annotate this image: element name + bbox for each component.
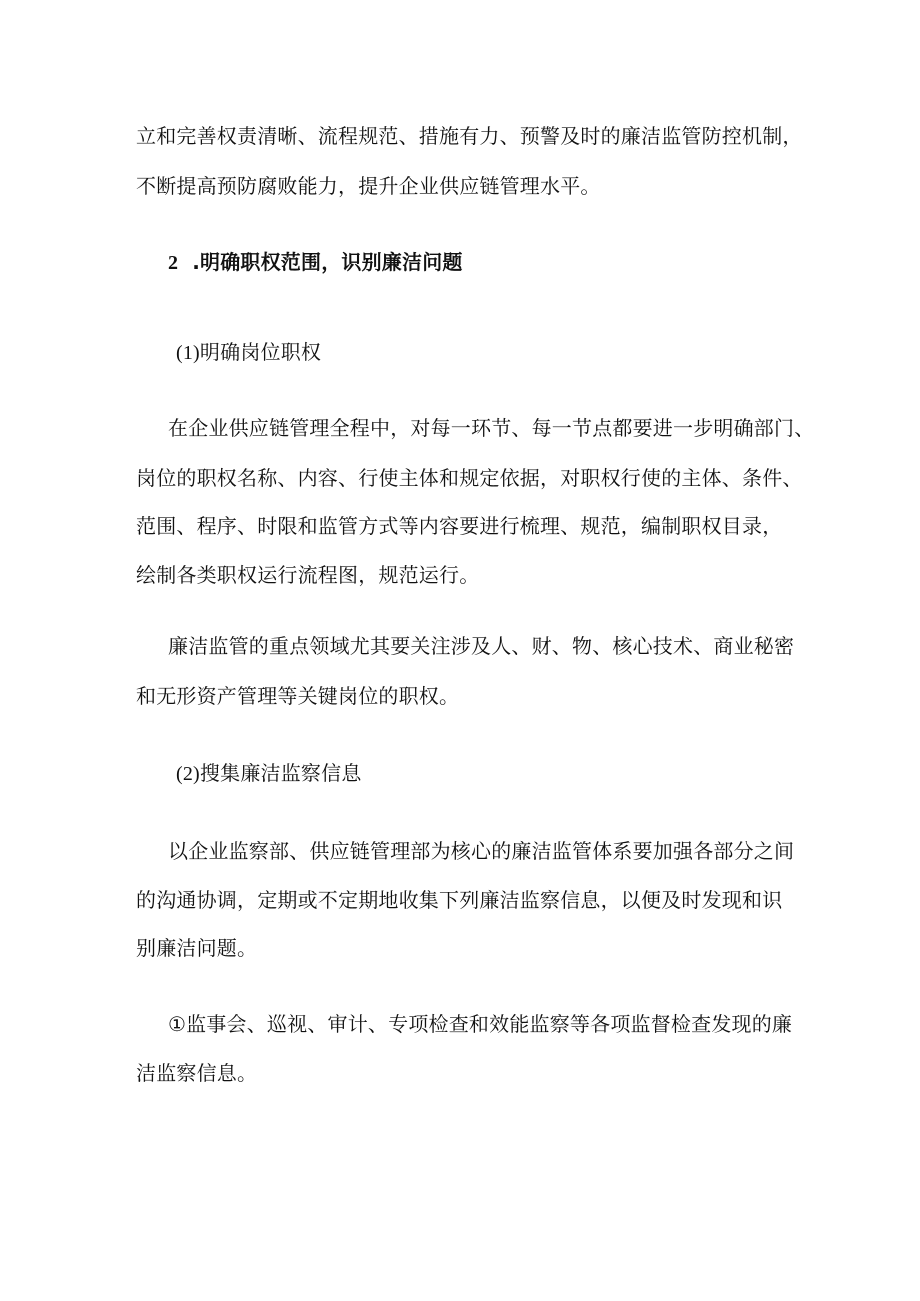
paragraph-2-line-2: 和无形资产管理等关键岗位的职权。 — [136, 684, 460, 708]
intro-line-2: 不断提高预防腐败能力，提升企业供应链管理水平。 — [136, 174, 601, 198]
subsection-title-1: 明确岗位职权 — [199, 340, 322, 364]
subsection-heading-1 — [176, 338, 321, 367]
paragraph-3-line-3: 别廉洁问题。 — [136, 936, 258, 960]
paragraph-2-line-1: 廉洁监管的重点领域尤其要关注涉及人、财、物、核心技术、商业秘密 — [168, 634, 795, 658]
subsection-marker-1: (1) — [176, 342, 200, 364]
subsection-marker-2: (2) — [176, 763, 200, 785]
paragraph-4-line-2: 洁监察信息。 — [136, 1061, 258, 1085]
subsection-heading-2 — [176, 759, 362, 788]
section-heading — [168, 248, 463, 277]
paragraph-1-line-1: 在企业供应链管理全程中，对每一环节、每一节点都要进一步明确部门、 — [168, 416, 815, 440]
section-title: .明确职权范围，识别廉洁问题 — [192, 250, 463, 274]
section-number: 2 — [168, 252, 179, 274]
paragraph-1-line-3: 范围、程序、时限和监管方式等内容要进行梳理、规范，编制职权目录， — [136, 514, 783, 538]
subsection-title-2: 搜集廉洁监察信息 — [199, 761, 362, 785]
paragraph-1-line-2: 岗位的职权名称、内容、行使主体和规定依据，对职权行使的主体、条件、 — [136, 466, 803, 490]
intro-line-1: 立和完善权责清晰、流程规范、措施有力、预警及时的廉洁监管防控机制， — [136, 124, 803, 148]
paragraph-3-line-1: 以企业监察部、供应链管理部为核心的廉洁监管体系要加强各部分之间 — [168, 839, 795, 863]
paragraph-4-line-1: ①监事会、巡视、审计、专项检查和效能监察等各项监督检查发现的廉 — [168, 1012, 793, 1036]
paragraph-1-line-4: 绘制各类职权运行流程图，规范运行。 — [136, 563, 480, 587]
paragraph-3-line-2: 的沟通协调，定期或不定期地收集下列廉洁监察信息，以便及时发现和识 — [136, 888, 783, 912]
